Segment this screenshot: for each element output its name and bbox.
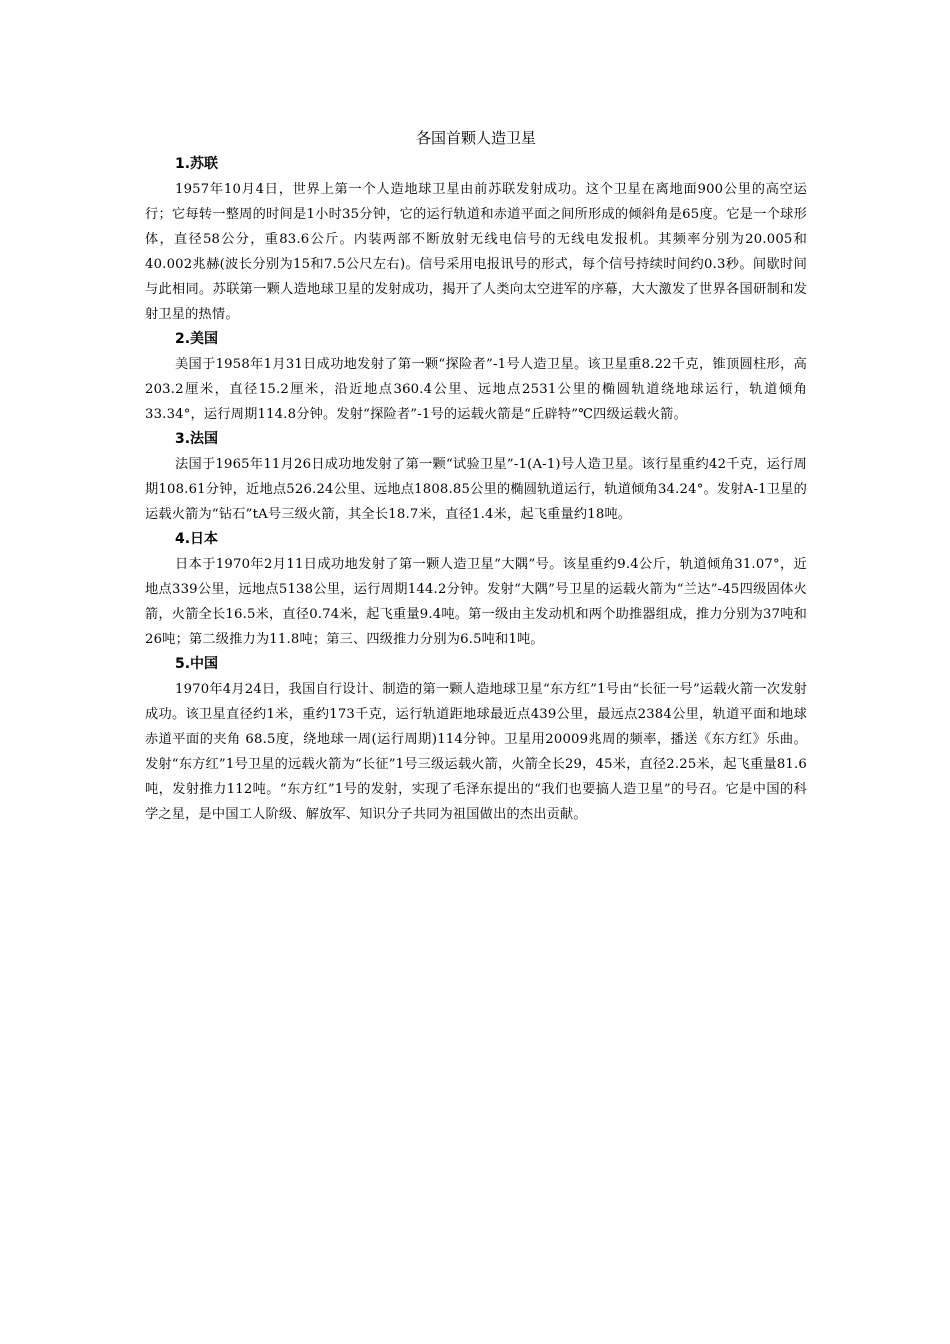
section-france	[145, 427, 807, 527]
section-paragraph: 美国于1958年1月31日成功地发射了第一颗“探险者”-1号人造卫星。该卫星重8.22千克，锥顶圆柱形，高203.2厘米，直径15.2厘米，沿近地点360.4公里、远地点2531公里的椭圆轨道绕地球运行，轨道倾角33.34°，运行周期114.8分钟。发射“探险者”-1号的运载火箭是“丘辟特”℃四级运载火箭。	[145, 357, 807, 422]
section-japan	[145, 527, 807, 652]
section-heading: 4.日本	[175, 531, 219, 547]
section-paragraph: 1970年4月24日，我国自行设计、制造的第一颗人造地球卫星“东方红”1号由“长征一号”运载火箭一次发射成功。该卫星直径约1米，重约173千克，运行轨道距地球最近点439公里，最远点2384公里，轨道平面和地球赤道平面的夹角 68.5度，绕地球一周(运行周期)114分钟。卫星用20009兆周的频率，播送《东方红》乐曲。发射“东方红”1号卫星的远载火箭为“长征”1号三级运载火箭，火箭全长29，45米，直径2.25米，起飞重量81.6吨，发射推力112吨。“东方红”1号的发射，实现了毛泽东提出的“我们也要搞人造卫星”的号召。它是中国的科学之星，是中国工人阶级、解放军、知识分子共同为祖国做出的杰出贡献。	[145, 682, 807, 822]
section-usa	[145, 327, 807, 427]
section-paragraph: 1957年10月4日，世界上第一个人造地球卫星由前苏联发射成功。这个卫星在离地面900公里的高空运行；它每转一整周的时间是1小时35分钟，它的运行轨道和赤道平面之间所形成的倾斜角是65度。它是一个球形体，直径58公分，重83.6公斤。内装两部不断放射无线电信号的无线电发报机。其频率分别为20.005和40.002兆赫(波长分别为15和7.5公尺左右)。信号采用电报讯号的形式，每个信号持续时间约0.3秒。间歇时间与此相同。苏联第一颗人造地球卫星的发射成功，揭开了人类向太空进军的序幕，大大激发了世界各国研制和发射卫星的热情。	[145, 182, 807, 322]
document-page	[145, 126, 807, 827]
section-heading: 1.苏联	[175, 156, 219, 172]
section-paragraph: 法国于1965年11月26日成功地发射了第一颗“试验卫星”-1(A-1)号人造卫星。该行星重约42千克，运行周期108.61分钟，近地点526.24公里、远地点1808.85公里的椭圆轨道运行，轨道倾角34.24°。发射A-1卫星的运载火箭为“钻石”tA号三级火箭，其全长18.7米，直径1.4米，起飞重量约18吨。	[145, 457, 807, 522]
section-china	[145, 652, 807, 827]
section-ussr	[145, 152, 807, 327]
section-paragraph: 日本于1970年2月11日成功地发射了第一颗人造卫星“大隅”号。该星重约9.4公斤，轨道倾角31.07°，近地点339公里，远地点5138公里，运行周期144.2分钟。发射“大隅”号卫星的运载火箭为“兰达”-45四级固体火箭，火箭全长16.5米，直径0.74米，起飞重量9.4吨。第一级由主发动机和两个助推器组成，推力分别为37吨和26吨；第二级推力为11.8吨；第三、四级推力分别为6.5吨和1吨。	[145, 557, 807, 647]
section-heading: 5.中国	[175, 656, 219, 672]
section-heading: 3.法国	[175, 431, 219, 447]
document-title: 各国首颗人造卫星	[415, 129, 536, 147]
section-heading: 2.美国	[175, 331, 219, 347]
